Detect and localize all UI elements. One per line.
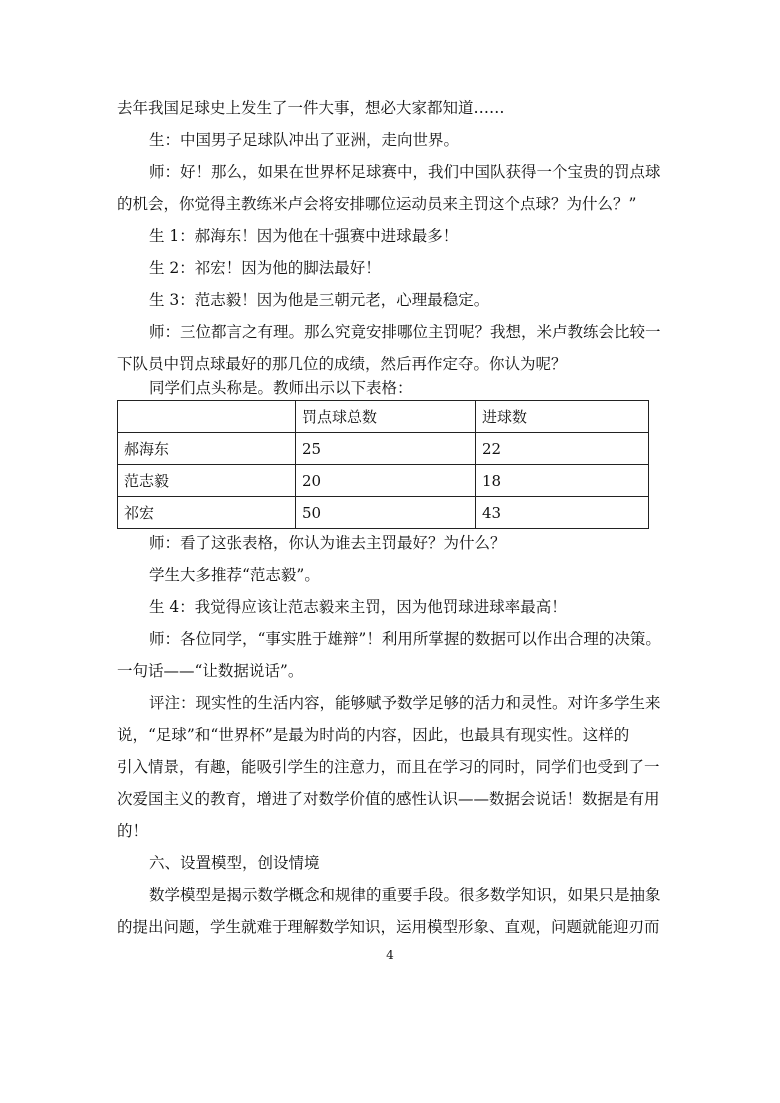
paragraph: 去年我国足球史上发生了一件大事，想必大家都知道…… [117, 99, 505, 117]
table-cell: 22 [476, 433, 649, 465]
table-cell: 郝海东 [118, 433, 296, 465]
table-cell: 50 [296, 497, 476, 529]
table-header-cell: 进球数 [476, 401, 649, 433]
paragraph: 评注：现实性的生活内容，能够赋予数学足够的活力和灵性。对许多学生来 [149, 694, 661, 712]
paragraph: 次爱国主义的教育，增进了对数学价值的感性认识——数据会说话！数据是有用 [117, 790, 660, 808]
penalty-table [117, 400, 649, 529]
table-row [118, 465, 649, 497]
paragraph: 的提出问题，学生就难于理解数学知识，运用模型形象、直观，问题就能迎刃而 [117, 918, 660, 936]
table-cell: 祁宏 [118, 497, 296, 529]
paragraph: 生：中国男子足球队冲出了亚洲，走向世界。 [149, 131, 460, 149]
paragraph: 师：各位同学，“事实胜于雄辩”！利用所掌握的数据可以作出合理的决策。 [149, 630, 661, 648]
paragraph: 的机会，你觉得主教练米卢会将安排哪位运动员来主罚这个点球？为什么？” [117, 195, 637, 213]
table-header-cell [118, 401, 296, 433]
paragraph: 说，“足球”和“世界杯”是最为时尚的内容，因此，也最具有现实性。这样的 [117, 726, 630, 744]
table-cell: 25 [296, 433, 476, 465]
paragraph: 同学们点头称是。教师出示以下表格： [149, 379, 413, 397]
paragraph: 生 4：我觉得应该让范志毅来主罚，因为他罚球进球率最高！ [149, 598, 567, 616]
page-number: 4 [386, 948, 394, 962]
paragraph: 一句话——“让数据说话”。 [117, 662, 304, 680]
table-row [118, 433, 649, 465]
paragraph: 的！ [117, 822, 149, 840]
table-cell: 43 [476, 497, 649, 529]
table-cell: 20 [296, 465, 476, 497]
paragraph: 学生大多推荐“范志毅”。 [149, 566, 320, 584]
paragraph: 师：看了这张表格，你认为谁去主罚最好？为什么？ [149, 534, 506, 552]
table-row [118, 497, 649, 529]
paragraph: 数学模型是揭示数学概念和规律的重要手段。很多数学知识，如果只是抽象 [149, 886, 661, 904]
paragraph: 生 2：祁宏！因为他的脚法最好！ [149, 259, 381, 277]
paragraph: 下队员中罚点球最好的那几位的成绩，然后再作定夺。你认为呢？ [117, 355, 567, 373]
paragraph: 引入情景，有趣，能吸引学生的注意力，而且在学习的同时，同学们也受到了一 [117, 758, 660, 776]
paragraph: 师：三位都言之有理。那么究竟安排哪位主罚呢？我想，米卢教练会比较一 [149, 323, 661, 341]
table-header-row [118, 401, 649, 433]
paragraph: 生 3：范志毅！因为他是三朝元老，心理最稳定。 [149, 291, 490, 309]
table-cell: 18 [476, 465, 649, 497]
table-cell: 范志毅 [118, 465, 296, 497]
paragraph: 师：好！那么，如果在世界杯足球赛中，我们中国队获得一个宝贵的罚点球 [149, 163, 661, 181]
table-header-cell: 罚点球总数 [296, 401, 476, 433]
section-heading: 六、设置模型，创设情境 [149, 854, 320, 872]
paragraph: 生 1：郝海东！因为他在十强赛中进球最多！ [149, 227, 459, 245]
